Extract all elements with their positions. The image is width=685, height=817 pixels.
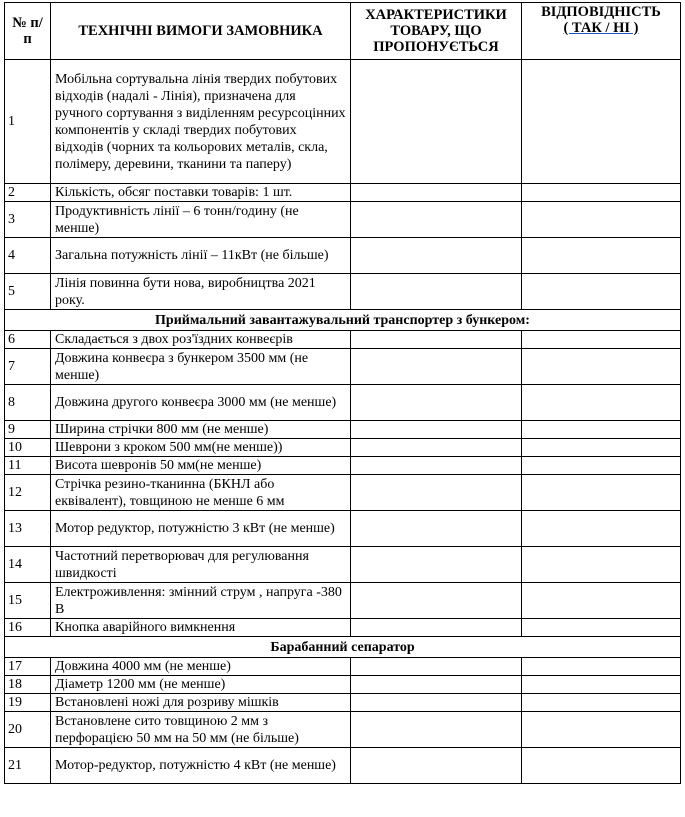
- requirement-text: Стрічка резино-тканинна (БКНЛ або еквівалент), товщиною не менше 6 мм: [51, 475, 351, 511]
- offered-characteristics-cell[interactable]: [351, 658, 522, 676]
- table-row: [5, 385, 681, 421]
- row-number: 11: [5, 457, 51, 475]
- table-row: [5, 676, 681, 694]
- row-number: 4: [5, 238, 51, 274]
- table-row: [5, 184, 681, 202]
- compliance-cell[interactable]: [522, 676, 681, 694]
- offered-characteristics-cell[interactable]: [351, 676, 522, 694]
- requirement-text: Довжина 4000 мм (не менше): [51, 658, 351, 676]
- requirement-text: Встановлені ножі для розриву мішків: [51, 694, 351, 712]
- offered-characteristics-cell[interactable]: [351, 274, 522, 310]
- compliance-cell[interactable]: [522, 385, 681, 421]
- requirement-text: Продуктивність лінії – 6 тонн/годину (не менше): [51, 202, 351, 238]
- table-row: [5, 475, 681, 511]
- table-row: [5, 748, 681, 784]
- row-number: 5: [5, 274, 51, 310]
- header-compliance-title: ВІДПОВІДНІСТЬ: [541, 4, 661, 20]
- header-offered: ХАРАКТЕРИСТИКИ ТОВАРУ, ЩО ПРОПОНУЄТЬСЯ: [351, 3, 522, 60]
- compliance-cell[interactable]: [522, 511, 681, 547]
- compliance-cell[interactable]: [522, 475, 681, 511]
- table-row: [5, 712, 681, 748]
- offered-characteristics-cell[interactable]: [351, 349, 522, 385]
- row-number: 14: [5, 547, 51, 583]
- row-number: 8: [5, 385, 51, 421]
- table-row: [5, 511, 681, 547]
- requirement-text: Частотний перетворювач для регулювання швидкості: [51, 547, 351, 583]
- row-number: 3: [5, 202, 51, 238]
- compliance-cell[interactable]: [522, 712, 681, 748]
- row-number: 17: [5, 658, 51, 676]
- compliance-cell[interactable]: [522, 694, 681, 712]
- compliance-cell[interactable]: [522, 421, 681, 439]
- row-number: 16: [5, 619, 51, 637]
- requirement-text: Електроживлення: змінний струм , напруга -380 В: [51, 583, 351, 619]
- section-title-drum-separator: Барабанний сепаратор: [5, 637, 681, 658]
- compliance-cell[interactable]: [522, 583, 681, 619]
- offered-characteristics-cell[interactable]: [351, 238, 522, 274]
- table-row: [5, 694, 681, 712]
- requirement-text: Діаметр 1200 мм (не менше): [51, 676, 351, 694]
- offered-characteristics-cell[interactable]: [351, 748, 522, 784]
- row-number: 6: [5, 331, 51, 349]
- requirement-text: Кількість, обсяг поставки товарів: 1 шт.: [51, 184, 351, 202]
- requirement-text: Мотор-редуктор, потужністю 4 кВт (не менше): [51, 748, 351, 784]
- requirement-text: Мобільна сортувальна лінія твердих побутових відходів (надалі - Лінія), призначена для ручного сортування з виділенням ресурсоцінних компонентів у складі твердих побутових відходів (чорних та кольорових металів, скла, полімеру, деревини, тканини та паперу): [51, 60, 351, 184]
- table-row: [5, 619, 681, 637]
- row-number: 19: [5, 694, 51, 712]
- row-number: 15: [5, 583, 51, 619]
- table-row: [5, 547, 681, 583]
- requirement-text: Складається з двох роз'їздних конвеєрів: [51, 331, 351, 349]
- offered-characteristics-cell[interactable]: [351, 457, 522, 475]
- table-row: [5, 60, 681, 184]
- table-row: [5, 349, 681, 385]
- row-number: 13: [5, 511, 51, 547]
- offered-characteristics-cell[interactable]: [351, 511, 522, 547]
- compliance-cell[interactable]: [522, 331, 681, 349]
- compliance-cell[interactable]: [522, 274, 681, 310]
- requirement-text: Кнопка аварійного вимкнення: [51, 619, 351, 637]
- requirement-text: Лінія повинна бути нова, виробництва 2021 року.: [51, 274, 351, 310]
- requirement-text: Мотор редуктор, потужністю 3 кВт (не менше): [51, 511, 351, 547]
- offered-characteristics-cell[interactable]: [351, 202, 522, 238]
- header-compliance: [522, 3, 681, 60]
- row-number: 2: [5, 184, 51, 202]
- compliance-cell[interactable]: [522, 60, 681, 184]
- offered-characteristics-cell[interactable]: [351, 712, 522, 748]
- offered-characteristics-cell[interactable]: [351, 547, 522, 583]
- row-number: 10: [5, 439, 51, 457]
- compliance-cell[interactable]: [522, 202, 681, 238]
- offered-characteristics-cell[interactable]: [351, 583, 522, 619]
- requirement-text: Довжина конвеєра з бункером 3500 мм (не менше): [51, 349, 351, 385]
- header-requirements: ТЕХНІЧНІ ВИМОГИ ЗАМОВНИКА: [51, 3, 351, 60]
- requirement-text: Шеврони з кроком 500 мм(не менше)): [51, 439, 351, 457]
- table-row: [5, 457, 681, 475]
- compliance-cell[interactable]: [522, 748, 681, 784]
- requirement-text: Загальна потужність лінії – 11кВт (не більше): [51, 238, 351, 274]
- offered-characteristics-cell[interactable]: [351, 385, 522, 421]
- offered-characteristics-cell[interactable]: [351, 331, 522, 349]
- compliance-cell[interactable]: [522, 184, 681, 202]
- compliance-cell[interactable]: [522, 349, 681, 385]
- row-number: 9: [5, 421, 51, 439]
- offered-characteristics-cell[interactable]: [351, 619, 522, 637]
- table-row: [5, 238, 681, 274]
- offered-characteristics-cell[interactable]: [351, 439, 522, 457]
- table-row: [5, 658, 681, 676]
- row-number: 1: [5, 60, 51, 184]
- offered-characteristics-cell[interactable]: [351, 60, 522, 184]
- compliance-cell[interactable]: [522, 238, 681, 274]
- header-compliance-options: ( ТАК / НІ ): [563, 20, 639, 36]
- compliance-cell[interactable]: [522, 658, 681, 676]
- table-row: [5, 274, 681, 310]
- offered-characteristics-cell[interactable]: [351, 421, 522, 439]
- requirement-text: Ширина стрічки 800 мм (не менше): [51, 421, 351, 439]
- table-row: [5, 583, 681, 619]
- requirement-text: Довжина другого конвеєра 3000 мм (не менше): [51, 385, 351, 421]
- requirements-table: [4, 2, 681, 784]
- row-number: 20: [5, 712, 51, 748]
- table-row: [5, 331, 681, 349]
- compliance-cell[interactable]: [522, 439, 681, 457]
- row-number: 18: [5, 676, 51, 694]
- row-number: 12: [5, 475, 51, 511]
- header-row: [5, 3, 681, 60]
- table-row: [5, 439, 681, 457]
- header-num: № п/п: [5, 3, 51, 60]
- compliance-cell[interactable]: [522, 457, 681, 475]
- compliance-cell[interactable]: [522, 619, 681, 637]
- row-number: 7: [5, 349, 51, 385]
- table-row: [5, 202, 681, 238]
- offered-characteristics-cell[interactable]: [351, 694, 522, 712]
- offered-characteristics-cell[interactable]: [351, 475, 522, 511]
- requirement-text: Встановлене сито товщиною 2 мм з перфорацією 50 мм на 50 мм (не більше): [51, 712, 351, 748]
- requirement-text: Висота шевронів 50 мм(не менше): [51, 457, 351, 475]
- offered-characteristics-cell[interactable]: [351, 184, 522, 202]
- section-title-loading-conveyor: Приймальний завантажувальний транспортер з бункером:: [5, 310, 681, 331]
- compliance-cell[interactable]: [522, 547, 681, 583]
- row-number: 21: [5, 748, 51, 784]
- table-row: [5, 421, 681, 439]
